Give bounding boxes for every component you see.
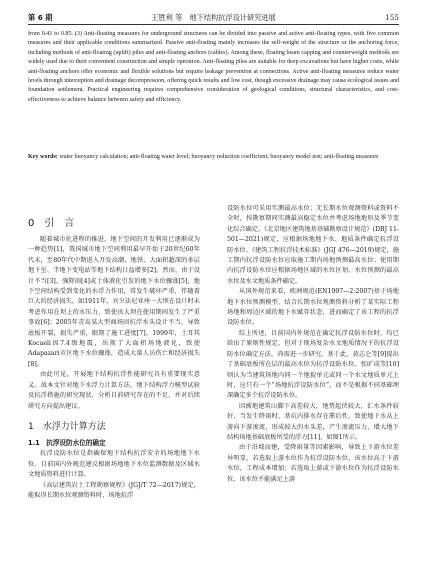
body-paragraph: 设防水位可采用实测最高水位；无长期水位观测资料或资料不全时，按勘察期间实测最高稳定水位并考虑场地地形及季节变化综合确定。《北京地区建筑地基基础勘察设计规范》(DBJ 11-501—2021)规定，应根据场地地下水、地质条件确定抗浮设防水位。《建筑工程抗浮技术标准》(JGJ 476—2019)规定，施工期内抗浮设防水位应取施工期内场地预测最高水位；使用期内抗浮设防水位应根据场地区域的水位区划、水位预测的最高水位及水文地质条件确定。 [227, 205, 399, 285]
keywords-label: Key words: [28, 154, 58, 160]
body-paragraph: 从国外规范来看，欧洲规范(EN1997—2:2007)基于场地地下水位预测模型，结合长期水位观测资料分析了某实际工程场地和周边区域的地下水赋存状态，进而确定了该工程的抗浮设防水位。 [227, 288, 399, 327]
subsection-title-design-water-level: 1.1 抗浮设防水位的确定 [28, 438, 106, 447]
right-column [227, 204, 399, 485]
running-title: 王胜利 等 地下结构抗浮设计研究进展 [151, 13, 276, 22]
section-title-buoyancy-calculation: 1 水浮力计算方法 [28, 421, 106, 432]
body-paragraph: 抗浮设防水位是指确保地下结构抗浮安全的场地地下水位。目前国内外规范建议根据场地地下水位监测数据及区域水文地质资料进行计算。 [28, 450, 200, 479]
section-title-introduction: 0 引 言 [28, 218, 75, 229]
body-paragraph: 因被地建筑山脚下高差较大，地势起伏较大，汇水条件较好，当发生降雨时，基坑内排水存在滞后性，致使地下水从上游向下游渗流，形成较大的水头差，产生渗流压力，增大地下结构场地基础底板所受的浮力[11]，如图1所示。 [227, 402, 399, 441]
issue-number: 第 6 期 [28, 13, 53, 22]
body-paragraph: 由此可见，开展地下结构抗浮性能研究具有重要现实意义。故本文针对地下水浮力计算方法、地下结构浮力模型试验及抗浮措施的研究现状，分析目前研究存在的不足，并对后续研究方向提出建议。 [28, 371, 200, 410]
page-number: 155 [385, 13, 399, 22]
keywords-text: water buoyancy calculation; anti-floating water level; buoyancy reduction coefficient; buoyancy model test; anti-floating measures [59, 154, 379, 160]
body-paragraph: 随着城市化进程的推进，地下空间的开发利用已逐渐成为一种趋势[1]，我国城市地下空间利用最早开始于20世纪60年代末，至80年代中期进入开发高潮，地铁、大面积超深的多层地下室、半地下变电站等地下结构日益增多[2]。然而，由于设计不当[3]、强降雨[4]或土体液化引发的地下水位骤涨[5]，地下空间结构受到变化的水浮力作用，常发生破坏严重，伴随着巨大的经济损失。如1911年，宾夕法尼亚州一大坝在设计时未考虑作用在坝上的水压力，致使该大坝在使用期间发生了严重事故[6]；2005年青岛某大型商场因抗浮水头设计不当，导致底板开裂，损失严重，限期了施工进度[7]。1999年，土耳其Kocaeli因7.4级地震，出现了大面积场地液化，致使Adapazari市区地下水位骤涨，造成大量人员伤亡和经济损失[8]。 [28, 236, 200, 368]
body-paragraph: 《高层建筑岩土工程勘察规程》(JGJ/T 72—2017)规定，能取得长期水位观测资料时，场地抗浮 [28, 481, 200, 499]
body-paragraph: 综上所述，目前国内外规范在确定抗浮设防水位时，均已给出了原则性规定，但对于现场复杂水文地质情况下的抗浮设防水位确定方法，尚需进一步研究。基于此，黄志仑等[9]提出了基础底板所在层的最高水位为抗浮设防水位。张旷成等[10]则认为当建筑场地内同一个地貌单元或同一个水文地质单元上时，应只有一个“场地抗浮设防水位”，而不是根据不同基础埋深确定多个抗浮设防水位。 [227, 329, 399, 400]
english-abstract: from 0.41 to 0.85. (3) Anti-floating measures for underground structures can be divided into passive and active anti-floating types, with five common measures and their applicable conditions summarized. Passive anti-floating mainly increases the self-weight of the structure or the anchoring force, including methods of anti-floating (uplift) piles and anti-floating anchors (cables). Among these, floating beam capping and counterweight methods are widely used due to their convenient construction and simple operation. Anti-floating piles are suitable for deep excavations but have higher costs, while anti-floating anchors offer economic and flexible solutions but require leakage prevention at connections. Active anti-floating measures reduce water levels through interception and drainage decompression, offering quick results and low cost, though excessive drainage may cause ecological issues and foundation settlement. Practical engineering requires comprehensive consideration of geological conditions, structural characteristics, and cost-effectiveness to achieve balance between safety and efficiency. [28, 31, 399, 103]
header-rule [28, 24, 399, 25]
body-paragraph: 由于沿坡而建，受降雨量等因素影响，导致上下游水位差异明显，若选取上游水位作为抗浮设防水位，该水位高于下游水位，工程成本增加；若选取上游或下游水位作为抗浮设防水位，该水位不能满足上游 [227, 444, 399, 483]
left-column [28, 213, 200, 501]
keywords [28, 153, 399, 162]
